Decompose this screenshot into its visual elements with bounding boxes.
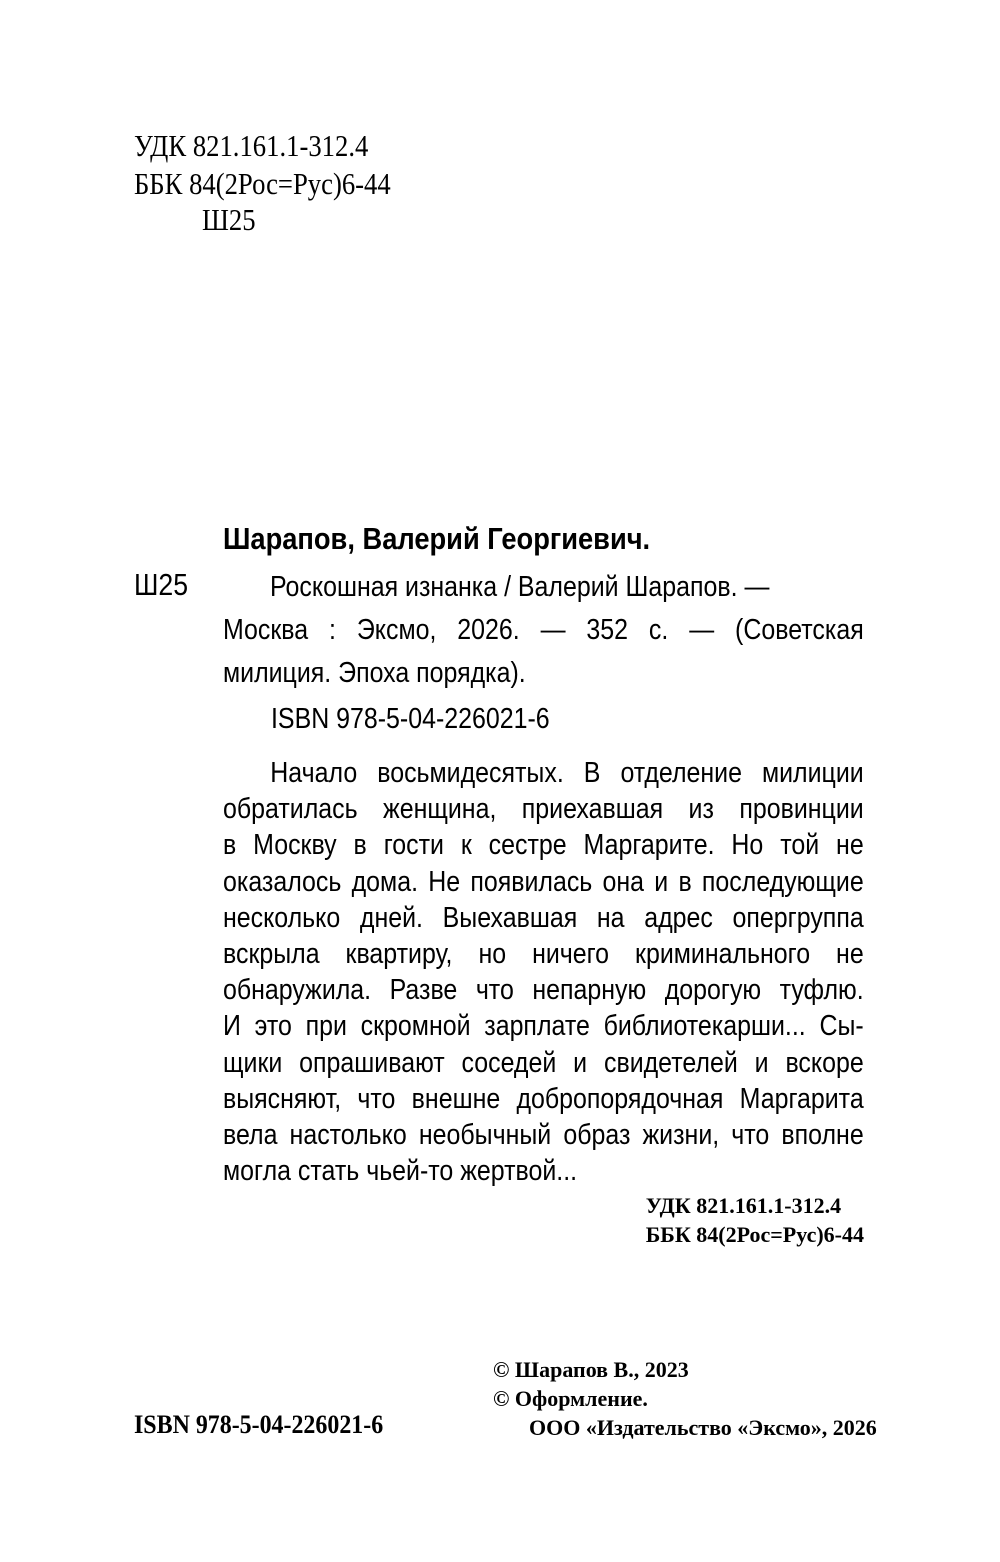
annotation-line: обратилась женщина, приехавшая из провинции: [223, 793, 864, 826]
isbn-record: ISBN 978-5-04-226021-6: [271, 703, 550, 735]
call-number: Ш25: [134, 567, 189, 602]
copyright-block: [493, 1355, 877, 1442]
author-sign-top: Ш25: [202, 202, 256, 237]
annotation-line: несколько дней. Выехавшая на адрес опергруппа: [223, 901, 864, 934]
annotation-line: вела настолько необычный образ жизни, что вполне: [223, 1118, 864, 1151]
udk-code-bottom: УДК 821.161.1-312.4: [645, 1193, 842, 1218]
copyright-publisher: ООО «Издательство «Эксмо», 2026: [529, 1415, 877, 1440]
bbk-code-top: ББК 84(2Рос=Рус)6-44: [134, 166, 391, 201]
annotation-line: щики опрашивают соседей и свидетелей и вскоре: [223, 1046, 864, 1079]
annotation-line: выясняют, что внешне добропорядочная Маргарита: [223, 1082, 864, 1115]
annotation-line: И это при скромной зарплате библиотекарши... Сы-: [223, 1010, 864, 1043]
copyright-author: © Шарапов В., 2023: [493, 1357, 689, 1382]
bbk-code-bottom: ББК 84(2Рос=Рус)6-44: [645, 1222, 864, 1247]
annotation-line: могла стать чьей-то жертвой...: [223, 1155, 578, 1188]
copyright-design: © Оформление.: [493, 1386, 648, 1411]
udk-code-top: УДК 821.161.1-312.4: [134, 128, 369, 163]
author-heading: Шарапов, Валерий Георгиевич.: [223, 521, 651, 556]
bottom-classification-codes: [646, 1191, 864, 1249]
annotation-line: в Москву в гости к сестре Маргарите. Но той не: [223, 829, 864, 862]
title-line: Роскошная изнанка / Валерий Шарапов. —: [270, 571, 770, 603]
annotation-paragraph: [223, 755, 864, 1189]
title-line: Москва : Эксмо, 2026. — 352 с. — (Советская: [223, 614, 864, 646]
annotation-line: обнаружила. Разве что непарную дорогую туфлю.: [223, 974, 864, 1007]
title-line: милиция. Эпоха порядка).: [223, 657, 526, 689]
annotation-line: Начало восьмидесятых. В отделение милиции: [270, 757, 864, 789]
bibliographic-description: [223, 566, 864, 695]
isbn-bottom: ISBN 978-5-04-226021-6: [134, 1410, 384, 1439]
annotation-line: вскрыла квартиру, но ничего криминального не: [223, 937, 864, 970]
annotation-line: оказалось дома. Не появилась она и в последующие: [223, 865, 864, 898]
